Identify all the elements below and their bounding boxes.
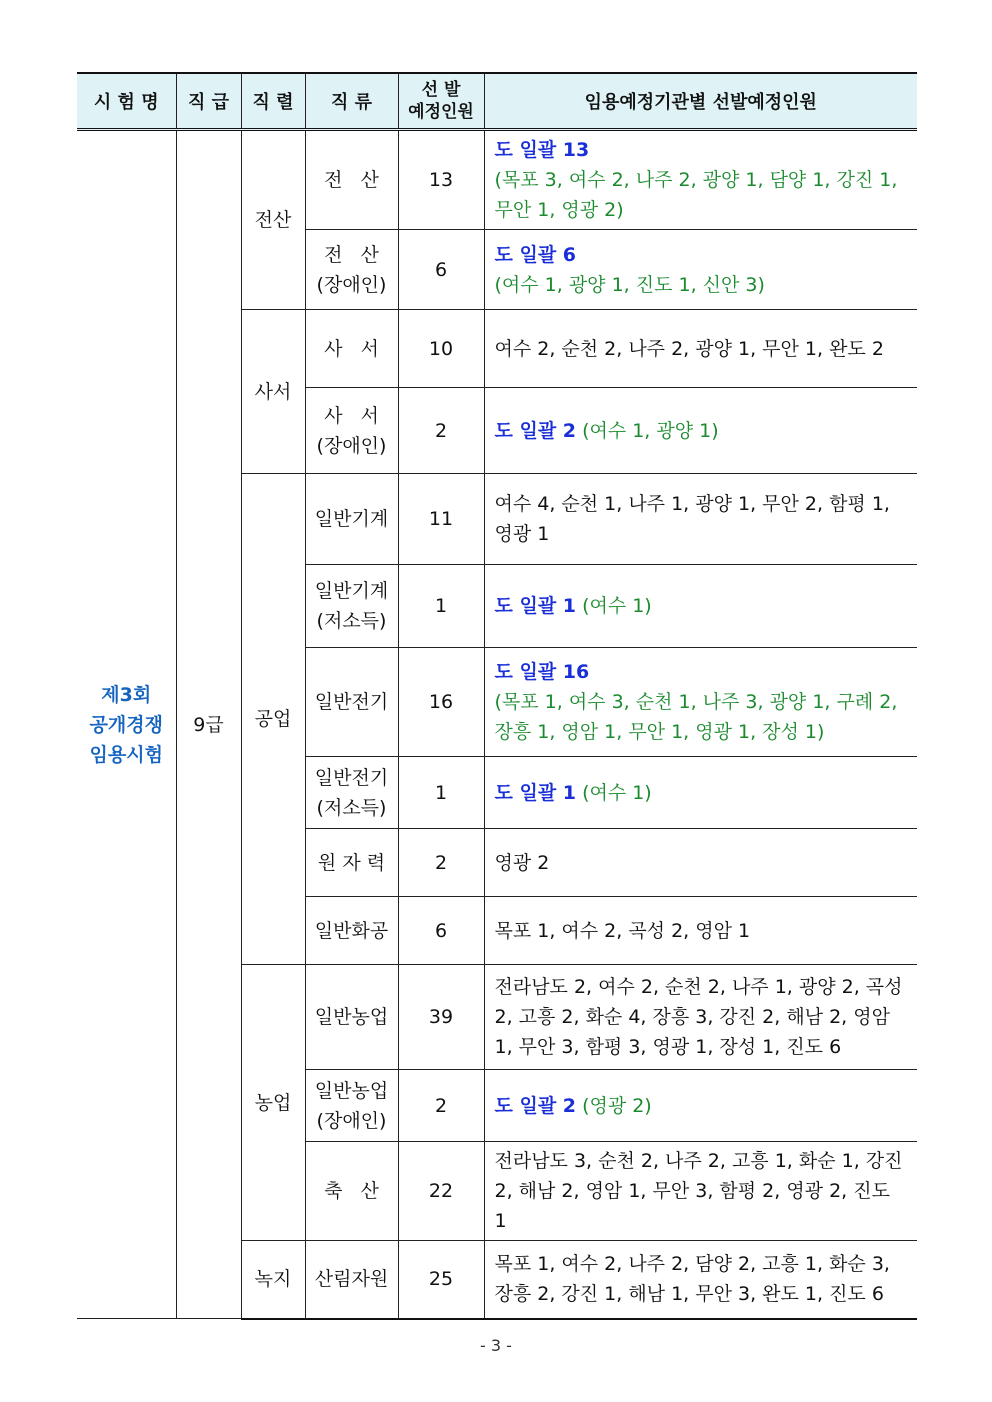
series-cell-4: 농업 [241,965,305,1241]
series-cell-2: 사서 [241,310,305,474]
count-cell: 39 [398,965,484,1070]
page-number: - 3 - [480,1336,512,1355]
bulk-label: 도 일괄 13 [494,139,590,161]
bulk-detail: (목포 1, 여수 3, 순천 1, 나주 3, 광양 1, 구례 2, 장흥 1, 영암 1, 무안 1, 영광 1, 장성 1) [494,691,898,743]
class-cell: 일반전기 (저소득) [305,757,398,829]
agency-detail [484,565,917,648]
series-cell-1: 전산 [241,130,305,310]
grade-cell: 9급 [176,130,241,1319]
exam-line3: 임용시험 [89,743,163,766]
bulk-detail: (여수 1, 광양 1) [582,419,719,442]
agency-detail: 목포 1, 여수 2, 곡성 2, 영암 1 [484,897,917,965]
count-cell: 2 [398,1070,484,1142]
count-cell: 16 [398,648,484,757]
bulk-label: 도 일괄 2 [494,419,577,442]
count-cell: 22 [398,1142,484,1241]
agency-detail: 전라남도 3, 순천 2, 나주 2, 고흥 1, 화순 1, 강진 2, 해남 2, 영암 1, 무안 3, 함평 2, 영광 2, 진도 1 [484,1142,917,1241]
agency-detail: 전라남도 2, 여수 2, 순천 2, 나주 1, 광양 2, 곡성 2, 고흥 2, 화순 4, 장흥 3, 강진 2, 해남 2, 영암 1, 무안 3, 함평 3, 영광 1, 장성 1, 진도 6 [484,965,917,1070]
exam-line2: 공개경쟁 [89,713,163,736]
bulk-detail: (목포 3, 여수 2, 나주 2, 광양 1, 담양 1, 강진 1, 무안 1, 영광 2) [494,169,898,221]
header-class: 직 류 [305,73,398,130]
count-cell: 13 [398,130,484,230]
count-cell: 2 [398,388,484,474]
bulk-detail: (영광 2) [582,1094,652,1117]
header-grade: 직 급 [176,73,241,130]
bulk-detail: (여수 1) [582,781,652,804]
header-exam-name: 시 험 명 [77,73,176,130]
bulk-detail: (여수 1) [582,595,652,617]
count-cell: 11 [398,474,484,565]
agency-detail: 여수 2, 순천 2, 나주 2, 광양 1, 무안 1, 완도 2 [484,310,917,388]
header-count-line1: 선 발 [421,80,461,100]
count-cell: 1 [398,565,484,648]
class-cell: 일반농업 (장애인) [305,1070,398,1142]
bulk-label: 도 일괄 1 [494,595,577,617]
class-cell: 일반농업 [305,965,398,1070]
class-cell: 일반기계 (저소득) [305,565,398,648]
header-series: 직 렬 [241,73,305,130]
count-cell: 6 [398,897,484,965]
exam-name-cell [77,130,176,1319]
agency-detail [484,230,917,310]
agency-detail [484,1070,917,1142]
agency-detail [484,130,917,230]
bulk-detail: (여수 1, 광양 1, 진도 1, 신안 3) [494,273,765,296]
bulk-label: 도 일괄 6 [494,243,577,266]
agency-detail [484,388,917,474]
class-cell: 산림자원 [305,1241,398,1319]
class-cell: 축 산 [305,1142,398,1241]
class-cell: 사 서 (장애인) [305,388,398,474]
agency-detail: 목포 1, 여수 2, 나주 2, 담양 2, 고흥 1, 화순 3, 장흥 2, 강진 1, 해남 1, 무안 3, 완도 1, 진도 6 [484,1241,917,1319]
count-cell: 1 [398,757,484,829]
exam-line1: 제3회 [101,683,152,706]
header-row [77,73,917,130]
bulk-label: 도 일괄 1 [494,781,577,804]
header-count [398,73,484,130]
count-cell: 2 [398,829,484,897]
recruitment-table [77,72,917,1320]
class-cell: 원 자 력 [305,829,398,897]
count-cell: 25 [398,1241,484,1319]
count-cell: 6 [398,230,484,310]
agency-detail [484,648,917,757]
agency-detail: 영광 2 [484,829,917,897]
series-cell-3: 공업 [241,474,305,965]
table-row [77,130,917,230]
class-cell: 일반기계 [305,474,398,565]
header-agencies: 임용예정기관별 선발예정인원 [484,73,917,130]
class-cell: 전 산 (장애인) [305,230,398,310]
count-cell: 10 [398,310,484,388]
bulk-label: 도 일괄 16 [494,661,590,683]
class-cell: 일반전기 [305,648,398,757]
bulk-label: 도 일괄 2 [494,1094,577,1117]
header-count-line2: 예정인원 [408,102,474,122]
series-cell-5: 녹지 [241,1241,305,1319]
class-cell: 사 서 [305,310,398,388]
class-cell: 전 산 [305,130,398,230]
class-cell: 일반화공 [305,897,398,965]
agency-detail [484,757,917,829]
agency-detail: 여수 4, 순천 1, 나주 1, 광양 1, 무안 2, 함평 1, 영광 1 [484,474,917,565]
